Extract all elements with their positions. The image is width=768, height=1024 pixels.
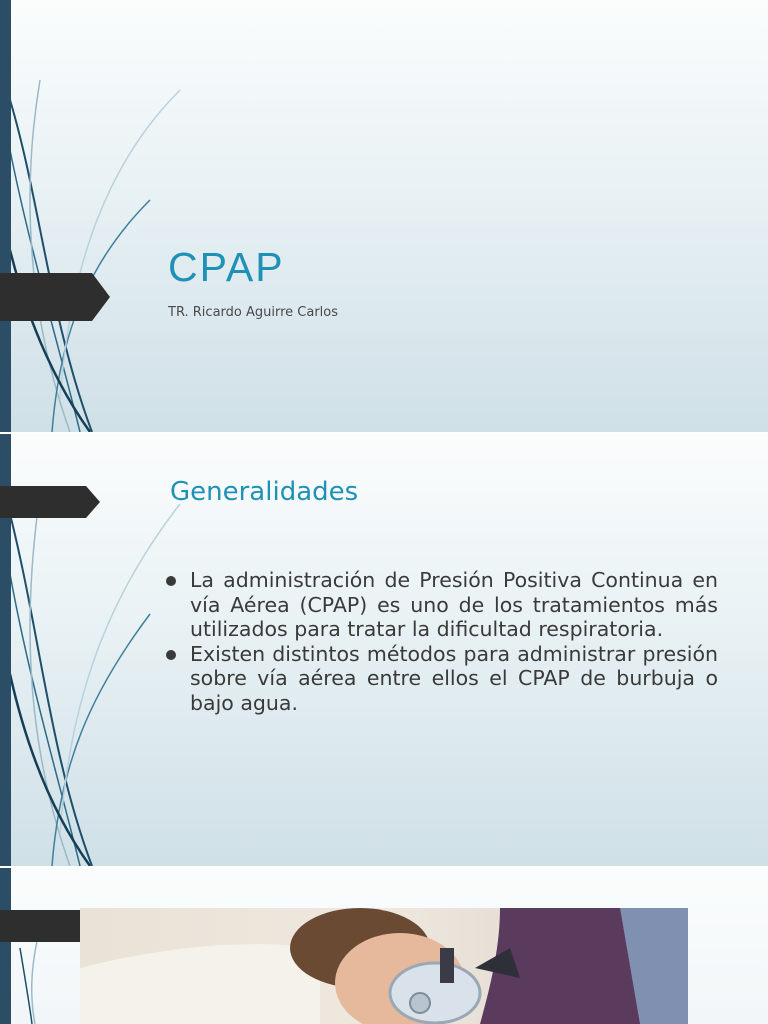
edge-bar (0, 868, 11, 1024)
title-tag-shape (0, 273, 110, 321)
slide-subtitle: TR. Ricardo Aguirre Carlos (168, 305, 339, 320)
slide-photo (0, 868, 768, 1024)
patient-with-cpap-mask-photo (80, 908, 688, 1024)
slide-generalidades (0, 434, 768, 866)
slide-heading: Generalidades (170, 477, 359, 507)
bullet-text: Existen distintos métodos para administrar presión sobre vía aérea entre ellos el CPAP de burbuja o bajo agua. (190, 641, 718, 715)
bullet-list (166, 568, 718, 715)
photo-tag-shape (0, 910, 80, 942)
bullet-item (166, 642, 718, 716)
slide-title (0, 0, 768, 432)
edge-bar (0, 0, 11, 432)
bullet-dot-icon (166, 650, 176, 660)
swirl-decoration (0, 0, 200, 432)
bullet-text: La administración de Presión Positiva Continua en vía Aérea (CPAP) es uno de los tratamientos más utilizados para tratar la dificultad respiratoria. (190, 568, 718, 641)
heading-tag-shape (0, 478, 100, 526)
bullet-item (166, 568, 718, 642)
slide-title-text: CPAP (168, 244, 285, 290)
bullet-dot-icon (166, 576, 176, 586)
